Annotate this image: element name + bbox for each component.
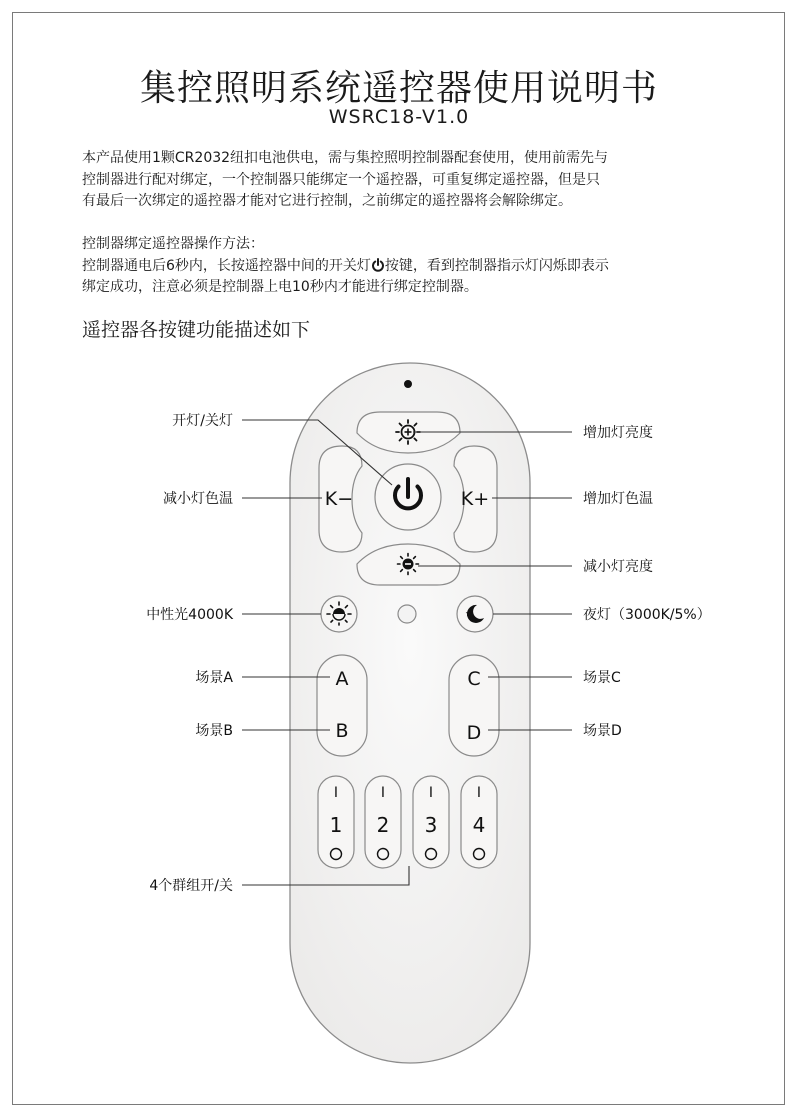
intro-line: 控制器进行配对绑定，一个控制器只能绑定一个遥控器，可重复绑定遥控器，但是只 [82, 171, 600, 188]
label-neutral: 中性光4000K [146, 607, 233, 623]
sun-minus-icon [398, 554, 419, 575]
group-number: 3 [424, 813, 438, 837]
group-3-button[interactable] [413, 776, 449, 868]
scene-a-button[interactable]: A [335, 668, 349, 690]
label-temp-down: 减小灯色温 [163, 491, 233, 507]
binding-text: 控制器通电后6秒内，长按遥控器中间的开关灯 [82, 257, 371, 274]
label-bright-up: 增加灯亮度 [583, 425, 653, 441]
label-scene-c: 场景C [583, 670, 621, 686]
binding-text: 绑定成功，注意必须是控制器上电10秒内才能进行绑定控制器。 [82, 279, 478, 295]
document-title: 集控照明系统遥控器使用说明书 [139, 68, 658, 109]
model-number: WSRC18-V1.0 [328, 106, 470, 128]
group-on-mark: I [428, 785, 434, 801]
intro-line: 本产品使用1颗CR2032纽扣电池供电，需与集控照明控制器配套使用，使用前需先与 [82, 150, 609, 166]
temp-down-label: K− [324, 488, 354, 510]
group-2-button[interactable] [365, 776, 401, 868]
indicator-led [404, 380, 412, 388]
group-number: 4 [472, 813, 486, 837]
label-power: 开灯/关灯 [172, 413, 233, 429]
scene-d-button[interactable]: D [466, 722, 482, 744]
ir-window [398, 605, 416, 623]
section-title: 遥控器各按键功能描述如下 [82, 319, 311, 341]
label-scene-b: 场景B [195, 723, 233, 739]
binding-heading: 控制器绑定遥控器操作方法： [82, 236, 264, 252]
scene-b-button[interactable]: B [335, 720, 349, 742]
label-night: 夜灯（3000K/5%） [583, 607, 711, 623]
intro-line: 有最后一次绑定的遥控器才能对它进行控制，之前绑定的遥控器将会解除绑定。 [82, 193, 572, 209]
group-number: 1 [329, 813, 343, 837]
scene-c-button[interactable]: C [467, 668, 481, 690]
label-temp-up: 增加灯色温 [583, 491, 653, 507]
binding-text: 按键，看到控制器指示灯闪烁即表示 [384, 257, 609, 274]
group-4-button[interactable] [461, 776, 497, 868]
temp-up-label: K+ [460, 488, 490, 510]
night-light-button[interactable] [457, 596, 493, 632]
group-on-mark: I [333, 785, 339, 801]
label-scene-d: 场景D [583, 723, 622, 739]
label-bright-down: 减小灯亮度 [583, 559, 653, 575]
label-scene-a: 场景A [195, 670, 233, 686]
group-on-mark: I [476, 785, 482, 801]
group-number: 2 [376, 813, 390, 837]
group-on-mark: I [380, 785, 386, 801]
group-1-button[interactable] [318, 776, 354, 868]
label-groups: 4个群组开/关 [149, 878, 233, 894]
